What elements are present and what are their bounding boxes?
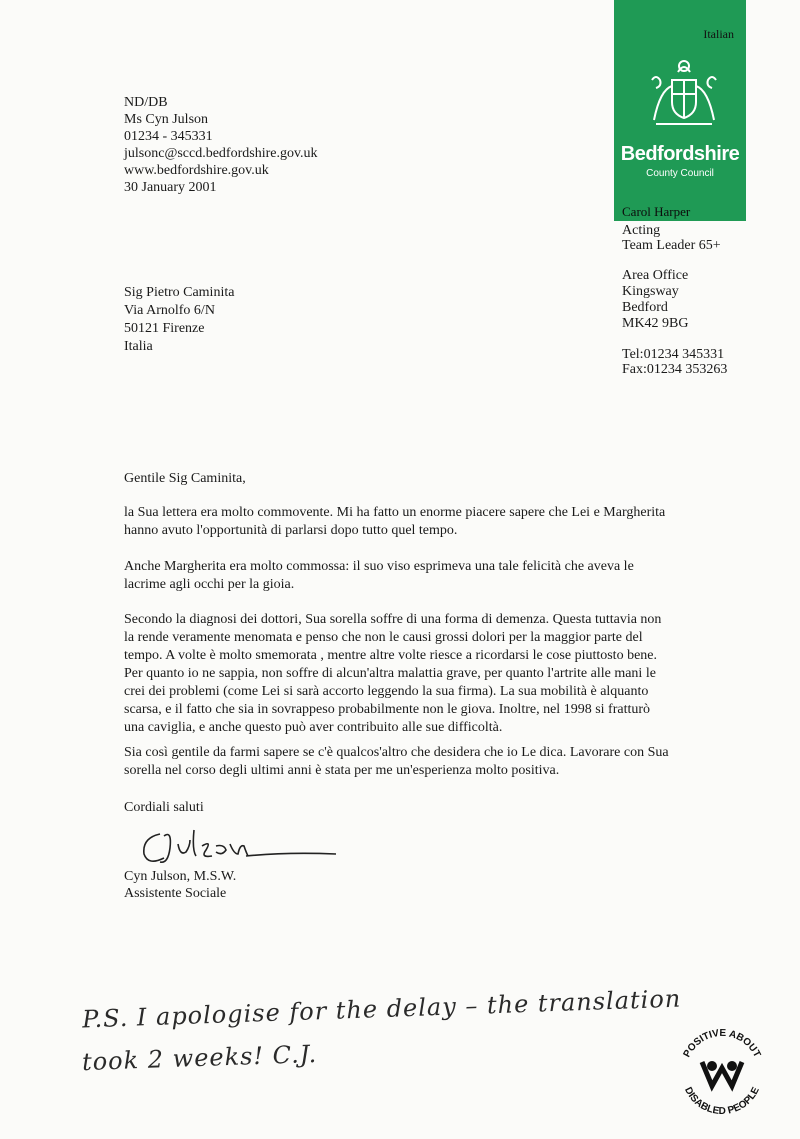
brand-subtitle: County Council (646, 168, 714, 179)
disability-badge (672, 1010, 772, 1130)
badge-text-bottom: DISABLED PEOPLE (682, 1085, 762, 1118)
body-paragraph: Anche Margherita era molto commossa: il suo viso esprimeva una tale felicità che aveva le lacrime agli occhi per la gioia. (124, 559, 634, 592)
sender-phone: 01234 - 345331 (124, 129, 213, 144)
recipient-line: Italia (124, 339, 153, 354)
signature (138, 822, 338, 872)
letter-date: 30 January 2001 (124, 180, 217, 195)
svg-text:POSITIVE ABOUT (682, 1028, 763, 1059)
positive-about-disabled-people-icon (672, 1010, 772, 1130)
coat-of-arms-icon (642, 50, 726, 134)
officer-name: Carol Harper (622, 204, 691, 219)
recipient-line: Via Arnolfo 6/N (124, 303, 215, 318)
office-line: Area Office (622, 268, 689, 283)
sender-name: Ms Cyn Julson (124, 112, 209, 127)
svg-text:DISABLED PEOPLE (682, 1085, 762, 1117)
officer-title-2: Team Leader 65+ (622, 238, 721, 253)
signer-role: Assistente Sociale (124, 886, 227, 901)
office-postcode: MK42 9BG (622, 316, 689, 331)
brand-name: Bedfordshire (620, 143, 740, 165)
office-tel: Tel:01234 345331 (622, 347, 725, 362)
body-paragraph: la Sua lettera era molto commovente. Mi ha fatto un enorme piacere sapere che Lei e Margherita hanno avuto l'opportunità di parlarsi dopo tutto quel tempo. (124, 505, 666, 538)
office-line: Bedford (622, 300, 668, 315)
body-paragraph: Sia così gentile da farmi sapere se c'è qualcos'altro che desidera che io Le dica. Lavorare con Sua sorella nel corso degli ultimi anni è stata per me un'esperienza molto positiva. (124, 745, 669, 778)
closing: Cordiali saluti (124, 800, 204, 815)
language-tag: Italian (703, 27, 734, 41)
office-fax: Fax:01234 353263 (622, 362, 728, 377)
salutation: Gentile Sig Caminita, (124, 471, 246, 486)
letterhead-panel (614, 0, 746, 221)
recipient-line: Sig Pietro Caminita (124, 285, 235, 300)
sender-email: julsonc@sccd.bedfordshire.gov.uk (124, 146, 318, 161)
recipient-line: 50121 Firenze (124, 321, 205, 336)
sender-web: www.bedfordshire.gov.uk (124, 163, 269, 178)
postscript-line: took 2 weeks! C.J. (81, 1039, 318, 1077)
officer-title-1: Acting (622, 223, 661, 238)
body-paragraph: Secondo la diagnosi dei dottori, Sua sorella soffre di una forma di demenza. Questa tuttavia non la rende veramente menomata e penso che non le causi grossi dolori per la maggior parte del tempo. A volte è molto smemorata , mentre altre volte riesce a ricordarsi le cose piuttosto bene. Per quanto io ne sappia, non soffre di alcun'altra malattia grave, per quanto l'artrite alle mani le crei dei problemi (come Lei si sarà accorto leggendo la sua firma). La sua mobilità è alquanto scarsa, e il fatto che sia in sovrappeso probabilmente non le giova. Inoltre, nel 1998 si fratturò una caviglia, e anche questo può aver contribuito alle sue difficoltà. (124, 612, 662, 735)
postscript-line: P.S. I apologise for the delay – the translation (81, 984, 682, 1034)
signer-name: Cyn Julson, M.S.W. (124, 869, 237, 884)
office-line: Kingsway (622, 284, 679, 299)
badge-text-top: POSITIVE ABOUT (681, 1027, 763, 1060)
sender-ref: ND/DB (124, 95, 168, 110)
